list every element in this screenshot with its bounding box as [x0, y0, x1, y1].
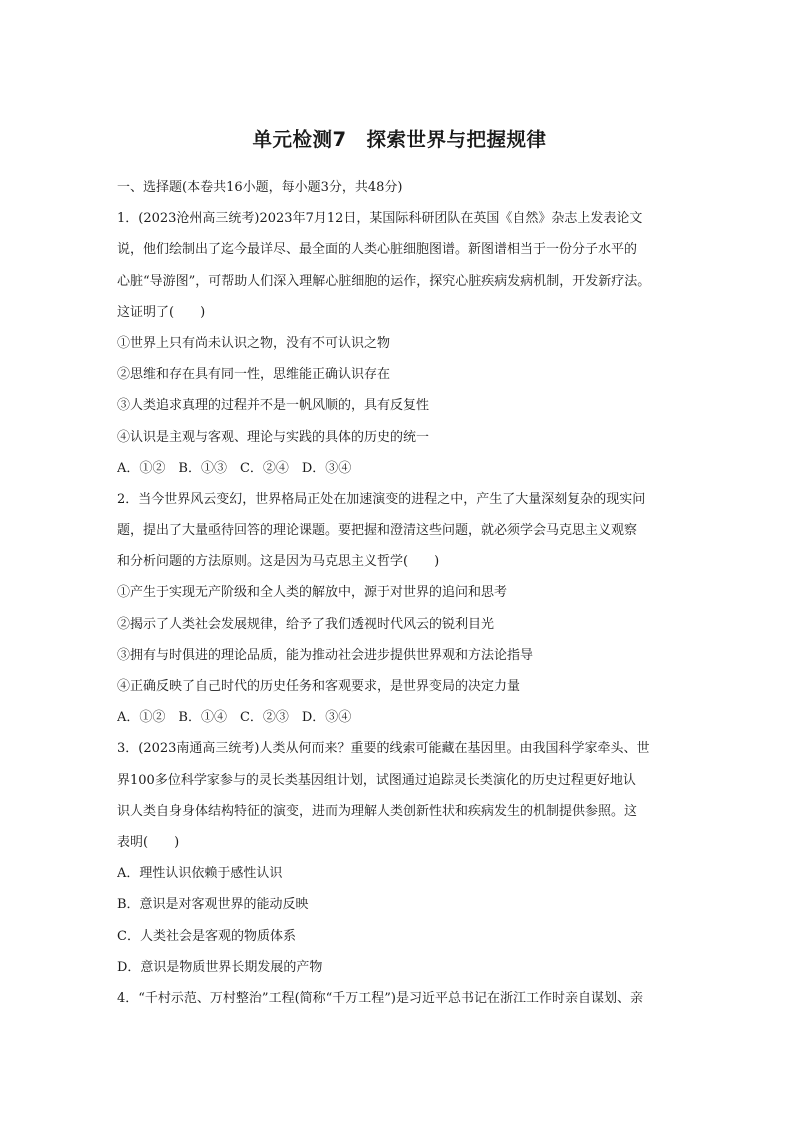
- question-3-stem-line: 识人类自身身体结构特征的演变，进而为理解人类创新性状和疾病发生的机制提供参照。这: [117, 803, 638, 819]
- question-3-stem-line: 3．(2023南通高三统考)人类从何而来？重要的线索可能藏在基因里。由我国科学家牵头、世: [117, 741, 650, 757]
- question-3-option-d: D．意识是物质世界长期发展的产物: [117, 959, 323, 975]
- question-1-option: ④认识是主观与客观、理论与实践的具体的历史的统一: [117, 429, 430, 445]
- question-1-stem-line: 1．(2023沧州高三统考)2023年7月12日，某国际科研团队在英国《自然》杂志上发表论文: [117, 211, 643, 227]
- question-1-stem-line: 这证明了( ): [117, 304, 206, 320]
- question-1-stem-line: 说，他们绘制出了迄今最详尽、最全面的人类心脏细胞图谱。新图谱相当于一份分子水平的: [117, 242, 638, 258]
- question-2-option: ①产生于实现无产阶级和全人类的解放中，源于对世界的追问和思考: [117, 585, 508, 601]
- question-2-option: ②揭示了人类社会发展规律，给予了我们透视时代风云的锐利目光: [117, 616, 495, 632]
- question-3-stem-line: 表明( ): [117, 834, 180, 850]
- section-heading: 一、选择题(本卷共16小题，每小题3分，共48分): [117, 180, 403, 195]
- question-2-option: ④正确反映了自己时代的历史任务和客观要求，是世界变局的决定力量: [117, 679, 521, 694]
- question-2-stem-line: 2．当今世界风云变幻，世界格局正处在加速演变的进程之中，产生了大量深刻复杂的现实问: [117, 491, 646, 507]
- question-1-stem-line: 心脏“导游图”，可帮助人们深入理解心脏细胞的运作，探究心脏疾病发病机制，开发新疗法。: [117, 273, 651, 289]
- question-3-stem-line: 界100多位科学家参与的灵长类基因组计划，试图通过追踪灵长类演化的历史过程更好地认: [117, 772, 636, 788]
- question-1-option: ②思维和存在具有同一性，思维能正确认识存在: [117, 367, 391, 383]
- question-4-stem-line: 4．“千村示范、万村整治”工程(简称“千万工程”)是习近平总书记在浙江工作时亲自谋划、亲: [117, 990, 643, 1006]
- question-2-stem-line: 题，提出了大量亟待回答的理论课题。要把握和澄清这些问题，就必须学会马克思主义观察: [117, 523, 638, 539]
- question-1-answer-choices: A．①② B．①③ C．②④ D．③④: [117, 460, 352, 476]
- document-body: [117, 172, 682, 1014]
- question-3-option-c: C．人类社会是客观的物质体系: [117, 928, 296, 944]
- question-2-stem-line: 和分析问题的方法原则。这是因为马克思主义哲学( ): [117, 554, 440, 570]
- document-title: 单元检测7 探索世界与把握规律: [252, 128, 547, 151]
- question-2-option: ③拥有与时俱进的理论品质，能为推动社会进步提供世界观和方法论指导: [117, 647, 534, 663]
- question-2-answer-choices: A．①② B．①④ C．②③ D．③④: [117, 710, 352, 726]
- question-3-option-a: A．理性认识依赖于感性认识: [117, 866, 283, 882]
- question-1-option: ①世界上只有尚未认识之物，没有不可认识之物: [117, 335, 391, 351]
- question-3-option-b: B．意识是对客观世界的能动反映: [117, 897, 309, 913]
- question-1-option: ③人类追求真理的过程并不是一帆风顺的，具有反复性: [117, 398, 430, 414]
